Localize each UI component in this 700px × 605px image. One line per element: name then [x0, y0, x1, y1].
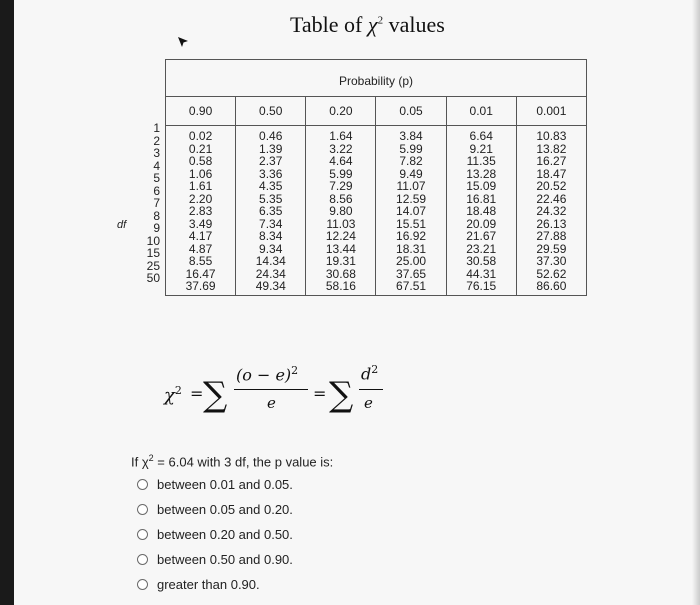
table-cell: 8.34	[259, 229, 283, 243]
table-cell: 30.68	[325, 266, 356, 281]
table-cell: 30.58	[466, 254, 497, 268]
table-cell: 4.87	[188, 241, 213, 256]
answer-options	[137, 472, 293, 597]
mouse-pointer-icon	[177, 36, 189, 50]
radio-button[interactable]	[137, 504, 148, 515]
table-cell: 9.21	[469, 141, 493, 156]
table-cell: 11.07	[396, 179, 426, 193]
values-row	[166, 126, 587, 296]
table-cell: 9.49	[399, 166, 423, 181]
df-value: 5	[153, 171, 160, 185]
values-column	[376, 126, 446, 296]
df-axis-label: df	[117, 219, 127, 231]
table-cell: 14.34	[255, 254, 286, 268]
df-value: 7	[153, 196, 160, 210]
table-cell: 16.47	[185, 266, 216, 281]
formula-numerator-1: $(o - e)^2$	[236, 364, 299, 385]
df-value: 15	[146, 246, 160, 260]
formula-numerator-2: $d^2$	[361, 363, 379, 384]
table-cell: 0.58	[188, 154, 213, 168]
page-title: Table of $\chi^2$ values	[290, 12, 445, 37]
df-value: 50	[146, 271, 160, 285]
table-cell: 8.56	[329, 191, 353, 206]
table-cell: 58.16	[325, 279, 356, 293]
table-cell: 44.31	[466, 266, 497, 281]
table-cell: 0.02	[188, 129, 213, 143]
table-cell: 5.99	[329, 166, 353, 181]
table-cell: 6.35	[259, 204, 283, 218]
table-cell: 8.55	[188, 254, 213, 268]
table-cell: 3.49	[188, 216, 213, 231]
table-cell: 15.51	[396, 216, 427, 231]
radio-button[interactable]	[137, 579, 148, 590]
radio-button[interactable]	[137, 529, 148, 540]
option-label: between 0.50 and 0.90.	[157, 552, 293, 567]
table-cell: 5.99	[399, 141, 423, 156]
radio-button[interactable]	[137, 479, 148, 490]
values-column	[236, 126, 306, 296]
table-cell: 11.03	[326, 216, 356, 231]
df-value: 2	[153, 133, 160, 148]
table-cell: 5.35	[259, 191, 283, 206]
table-cell: 12.24	[325, 229, 356, 243]
answer-option[interactable]	[137, 572, 293, 597]
table-cell: 16.92	[396, 229, 427, 243]
table-cell: 4.35	[259, 179, 283, 193]
formula-chi: $\chi^2$	[164, 384, 182, 406]
table-cell: 20.52	[536, 179, 567, 193]
values-column	[166, 126, 236, 296]
table-cell: 37.30	[536, 254, 567, 268]
table-cell: 26.13	[536, 216, 567, 231]
table-cell: 2.37	[259, 154, 283, 168]
document-page	[14, 0, 700, 605]
table-cell: 2.83	[188, 204, 213, 218]
df-value: 9	[153, 221, 160, 235]
sigma-symbol-2: ∑	[329, 375, 354, 415]
table-cell: 13.44	[325, 241, 356, 256]
df-value: 4	[153, 158, 160, 173]
table-cell: 27.88	[536, 229, 567, 243]
table-cell: 1.64	[329, 129, 353, 143]
table-cell: 0.21	[188, 141, 213, 156]
probability-columns-header-row	[166, 97, 587, 126]
column-header: 0.05	[376, 97, 446, 126]
table-cell: 6.64	[469, 129, 493, 143]
table-cell: 9.34	[259, 241, 283, 256]
table-cell: 52.62	[536, 266, 567, 281]
answer-option[interactable]	[137, 547, 293, 572]
table-cell: 4.17	[188, 229, 213, 243]
table-cell: 86.60	[536, 279, 567, 293]
table-cell: 15.09	[466, 179, 497, 193]
table-cell: 37.65	[396, 266, 427, 281]
column-header: 0.01	[446, 97, 516, 126]
table-cell: 37.69	[185, 279, 216, 293]
table-cell: 22.46	[536, 191, 567, 206]
values-column	[516, 126, 586, 296]
chi-square-formula	[164, 360, 404, 420]
table-cell: 9.80	[329, 204, 353, 218]
fraction-bar-1	[234, 389, 308, 390]
sigma-symbol-1: ∑	[203, 375, 228, 415]
values-column	[306, 126, 376, 296]
table-cell: 1.61	[188, 179, 213, 193]
formula-equals-2: =	[313, 384, 327, 403]
column-header: 0.20	[306, 97, 376, 126]
formula-denominator-2: e	[364, 394, 373, 412]
fraction-bar-2	[359, 389, 383, 390]
values-column	[446, 126, 516, 296]
formula-equals-1: =	[190, 384, 204, 403]
table-cell: 3.36	[259, 166, 283, 181]
column-header: 0.50	[236, 97, 306, 126]
question-text: If $\chi^2 = 6.04$ with 3 df, the p value is:	[131, 453, 334, 470]
answer-option[interactable]	[137, 472, 293, 497]
table-cell: 67.51	[396, 279, 427, 293]
table-cell: 2.20	[188, 191, 213, 206]
option-label: between 0.01 and 0.05.	[157, 477, 293, 492]
formula-denominator-1: e	[267, 394, 276, 412]
table-cell: 11.35	[466, 154, 496, 168]
df-value: 10	[146, 233, 160, 248]
table-cell: 18.31	[396, 241, 427, 256]
table-cell: 3.22	[329, 141, 353, 156]
radio-button[interactable]	[137, 554, 148, 565]
column-header: 0.90	[166, 97, 236, 126]
option-label: greater than 0.90.	[157, 577, 260, 592]
table-cell: 24.34	[255, 266, 286, 281]
table-cell: 1.39	[259, 141, 283, 156]
df-value: 3	[153, 146, 160, 160]
chi-square-table	[165, 59, 587, 296]
table-cell: 29.59	[536, 241, 567, 256]
table-cell: 0.46	[259, 129, 283, 143]
table-cell: 25.00	[396, 254, 427, 268]
df-value: 6	[153, 183, 160, 198]
table-cell: 76.15	[466, 279, 497, 293]
table-cell: 13.28	[466, 166, 497, 181]
answer-option[interactable]	[137, 522, 293, 547]
table-cell: 24.32	[536, 204, 567, 218]
table-cell: 10.83	[536, 129, 567, 143]
table-cell: 19.31	[325, 254, 356, 268]
table-cell: 49.34	[255, 279, 286, 293]
answer-option[interactable]	[137, 497, 293, 522]
table-cell: 23.21	[466, 241, 497, 256]
table-cell: 12.59	[396, 191, 427, 206]
df-value: 25	[146, 258, 160, 273]
probability-header: Probability (p)	[166, 60, 587, 97]
table-cell: 21.67	[466, 229, 497, 243]
df-value: 8	[153, 208, 160, 223]
table-cell: 20.09	[466, 216, 497, 231]
table-cell: 16.81	[466, 191, 497, 206]
table-cell: 16.27	[536, 154, 567, 168]
table-cell: 18.48	[466, 204, 497, 218]
option-label: between 0.05 and 0.20.	[157, 502, 293, 517]
table-cell: 14.07	[396, 204, 427, 218]
table-cell: 1.06	[188, 166, 213, 181]
df-value: 1	[153, 121, 160, 135]
table-cell: 18.47	[536, 166, 567, 181]
table-cell: 7.82	[399, 154, 423, 168]
table-cell: 13.82	[536, 141, 567, 156]
df-values-column	[136, 122, 160, 285]
table-cell: 4.64	[329, 154, 353, 168]
table-cell: 7.34	[259, 216, 283, 231]
column-header: 0.001	[516, 97, 586, 126]
table-cell: 3.84	[399, 129, 423, 143]
option-label: between 0.20 and 0.50.	[157, 527, 293, 542]
table-cell: 7.29	[329, 179, 353, 193]
